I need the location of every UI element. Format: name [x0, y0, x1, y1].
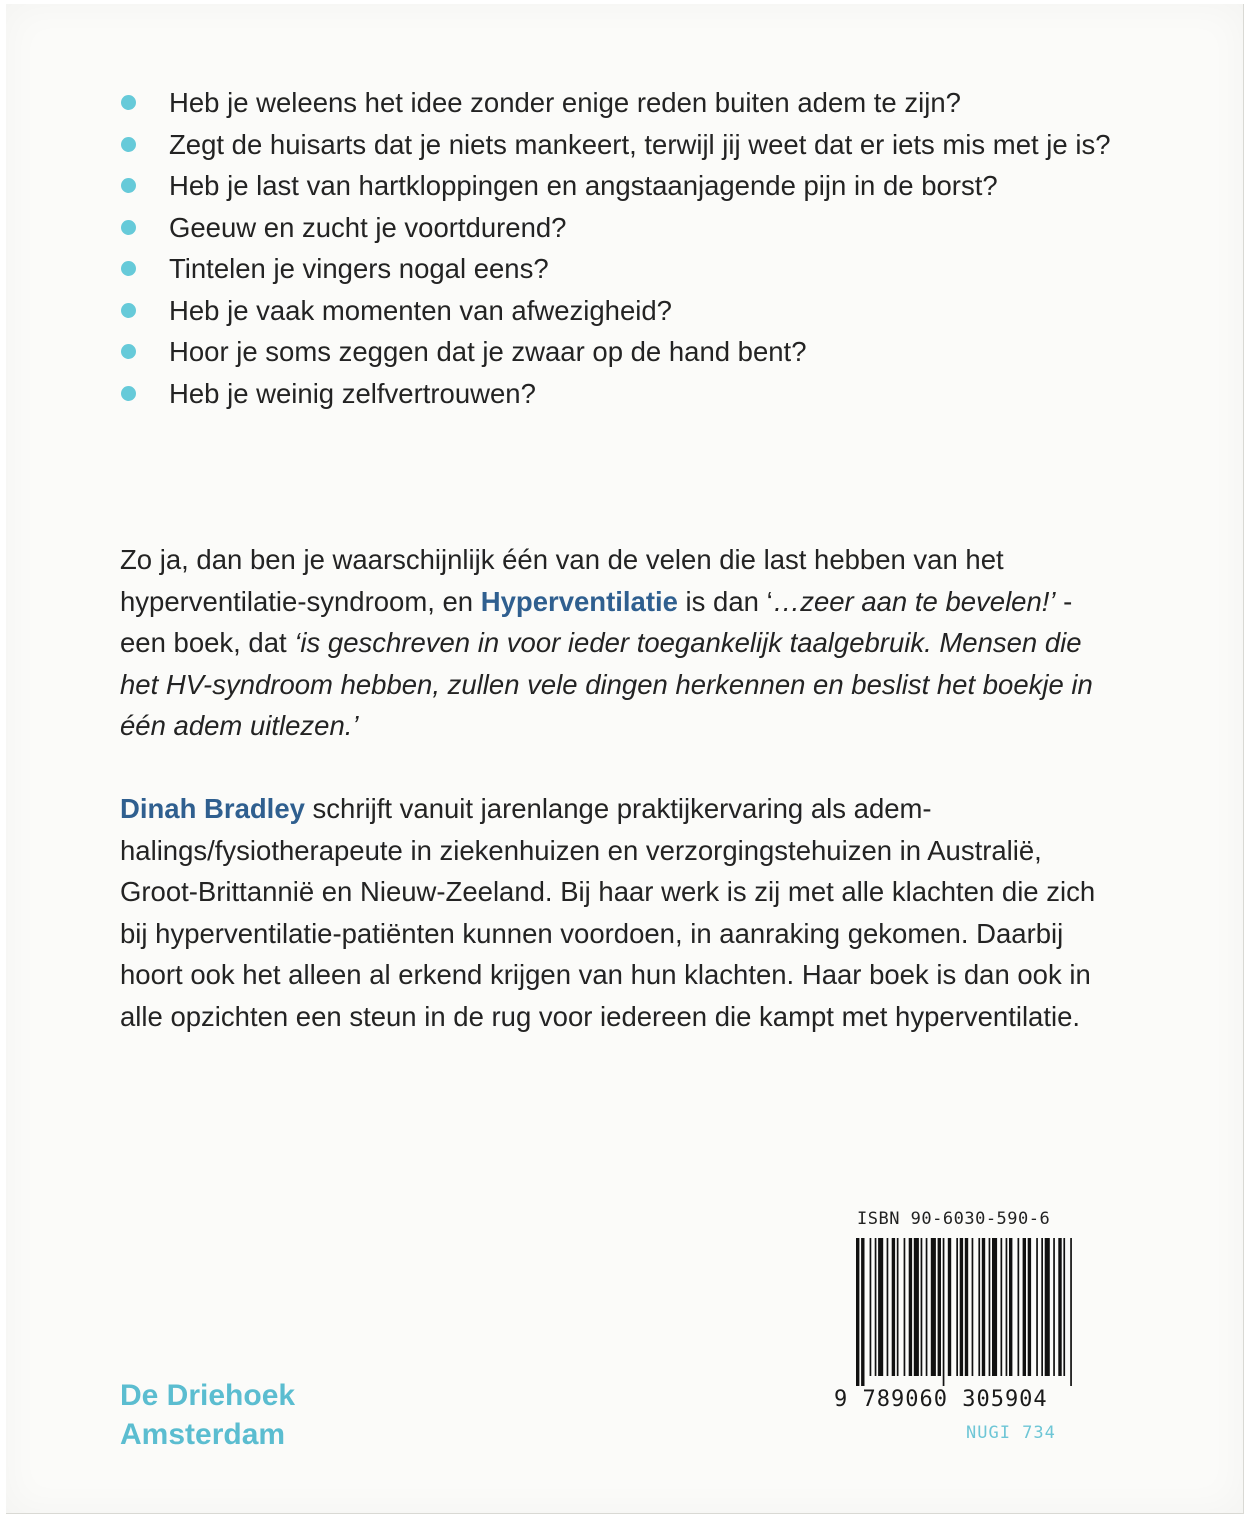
list-item	[118, 124, 1128, 166]
list-item	[118, 165, 1128, 207]
question-text: Zegt de huisarts dat je niets mankeert, terwijl jij weet dat er iets mis met je is?	[169, 128, 1111, 160]
review-quote: …zeer aan te bevelen!’	[772, 585, 1056, 617]
list-item	[118, 82, 1128, 124]
question-list	[118, 82, 1128, 414]
question-text: Heb je weleens het idee zonder enige reden buiten adem te zijn?	[169, 87, 961, 118]
isbn-label: ISBN 90-6030-590-6	[857, 1209, 1051, 1229]
book-back-cover	[6, 4, 1244, 1514]
book-title: Hyperventilatie	[480, 585, 678, 617]
question-text: Geeuw en zucht je voortdurend?	[169, 211, 567, 243]
bullet-dot-icon	[121, 137, 136, 152]
blurb-text: is dan ‘	[677, 585, 773, 617]
review-quote: ‘is geschreven in voor ieder toegankelijk taalgebruik. Mensen die het HV-syndroom hebben, zullen vele dingen herkennen en beslist het boekje in één adem uitlezen.’	[120, 627, 1093, 741]
barcode-image	[854, 1238, 1076, 1386]
question-text: Heb je last van hartkloppingen en angstaanjagende pijn in de borst?	[169, 170, 998, 201]
bullet-dot-icon	[121, 261, 136, 276]
question-text: Heb je vaak momenten van afwezigheid?	[169, 294, 672, 326]
blurb-intro: Zo ja, dan ben je waarschijnlijk één van de velen die last hebben van het hyperventilatie-syndroom, en	[120, 544, 1004, 617]
list-item	[118, 207, 1128, 249]
list-item	[118, 248, 1128, 290]
bullet-dot-icon	[121, 220, 136, 235]
list-item	[118, 331, 1128, 373]
question-text: Tintelen je vingers nogal eens?	[169, 253, 549, 284]
question-text: Hoor je soms zeggen dat je zwaar op de hand bent?	[169, 336, 807, 367]
nugi-code: NUGI 734	[966, 1423, 1056, 1443]
author-paragraph	[120, 788, 1120, 1037]
publisher-city: Amsterdam	[120, 1418, 286, 1451]
blurb-text: - een boek, dat	[120, 585, 1073, 658]
publisher	[120, 1376, 295, 1454]
publisher-name: De Driehoek	[120, 1379, 296, 1412]
ean-number: 9 789060 305904	[834, 1387, 1048, 1412]
list-item	[118, 373, 1128, 415]
bullet-dot-icon	[121, 95, 136, 110]
bullet-dot-icon	[121, 386, 136, 401]
bullet-dot-icon	[121, 344, 136, 359]
author-name: Dinah Bradley	[120, 793, 305, 824]
list-item	[118, 290, 1128, 332]
bullet-dot-icon	[121, 303, 136, 318]
blurb-paragraph	[120, 539, 1120, 747]
author-bio: schrijft vanuit jarenlange praktijkervaring als adem-halings/fysiotherapeute in ziekenhuizen en verzorgingstehuizen in Australië, Groot-Brittannië en Nieuw-Zeeland. Bij haar werk is zij met alle klachten die zich bij hyperventilatie-patiënten kunnen voordoen, in aanraking gekomen. Daarbij hoort ook het alleen al erkend krijgen van hun klachten. Haar boek is dan ook in alle opzichten een steun in de rug voor iedereen die kampt met hyperventilatie.	[120, 793, 1096, 1032]
question-text: Heb je weinig zelfvertrouwen?	[169, 377, 536, 409]
bullet-dot-icon	[121, 178, 136, 193]
